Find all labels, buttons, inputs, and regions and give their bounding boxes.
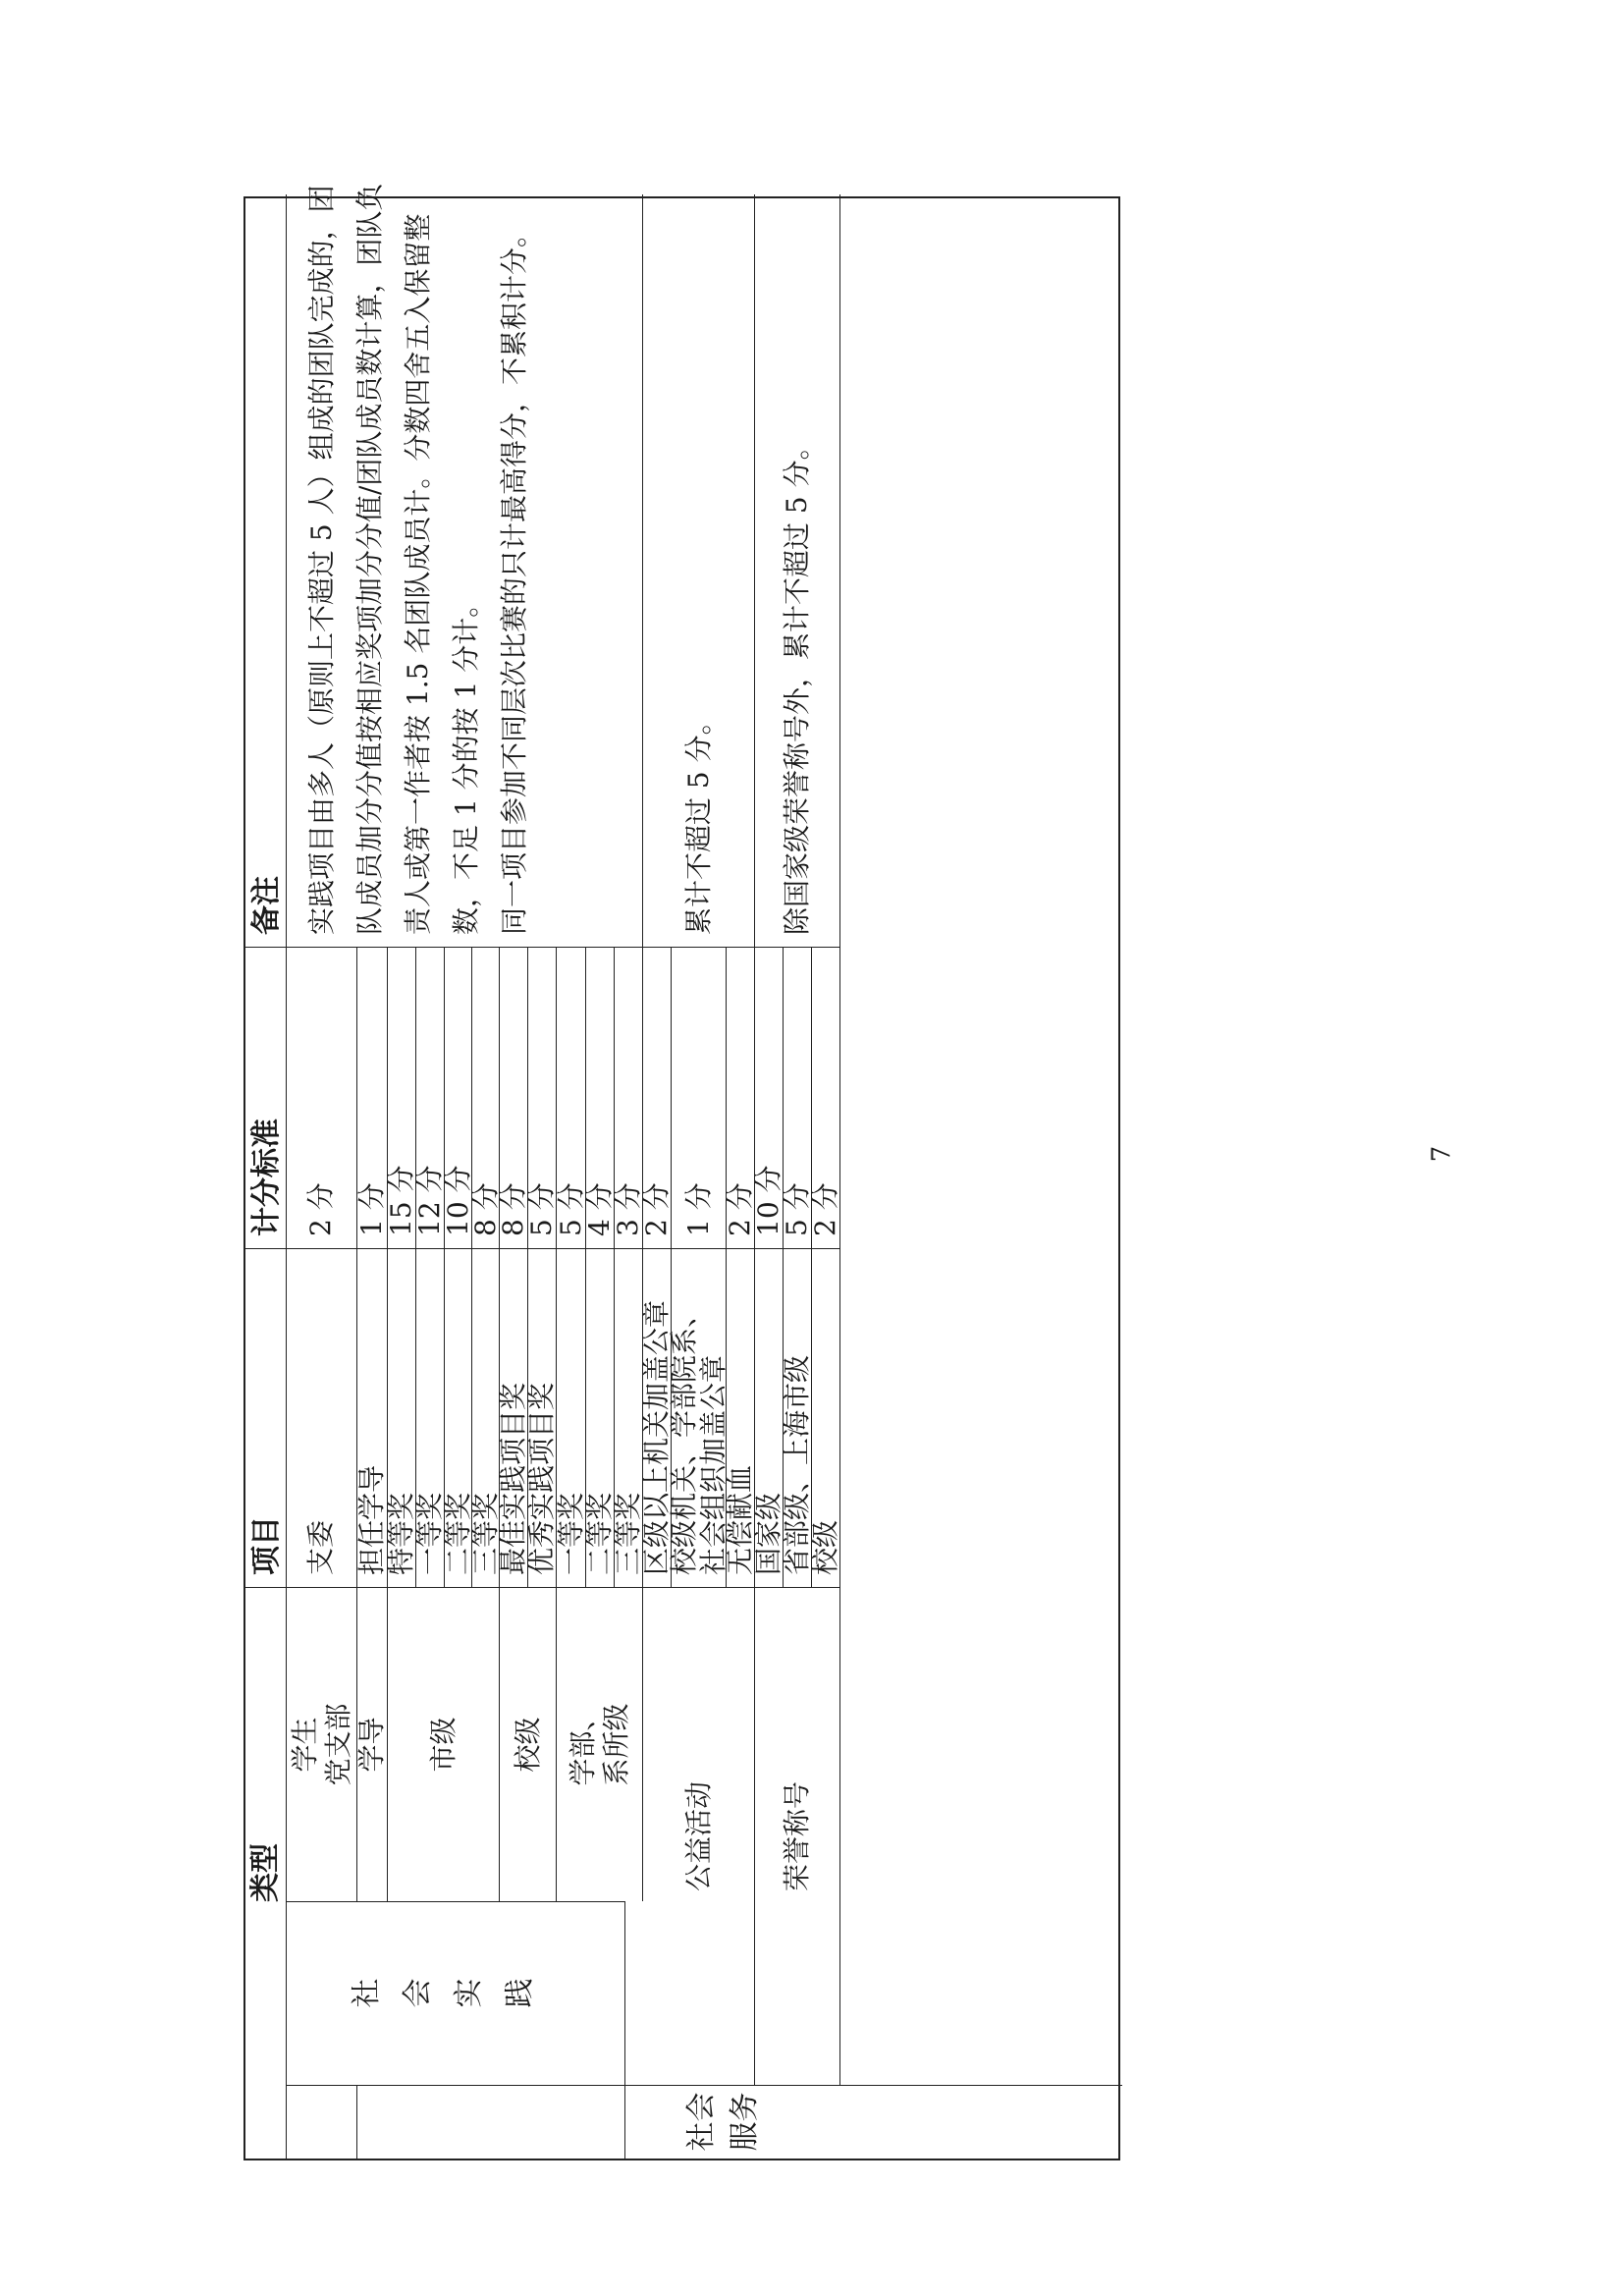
item-honor-province: 省部级、上海市级 (781, 1354, 813, 1575)
score-city-special: 15 分 (385, 1165, 417, 1236)
header-score: 计分标准 (249, 1119, 284, 1236)
type-mentor: 学导 (357, 1587, 388, 1901)
type-welfare: 公益活动 (643, 1587, 755, 2085)
type-dept-level: 学部、 系所级 (557, 1587, 643, 1901)
score-welfare-blood: 2 分 (724, 1182, 756, 1236)
type-honor: 荣誉称号 (755, 1587, 839, 2085)
social-service-cell (625, 2085, 1122, 2159)
scoring-table (243, 183, 1120, 2160)
social-service-label: 社会 服务 (684, 2092, 762, 2152)
type-school-level: 校级 (500, 1587, 557, 1901)
item-honor-national: 国家级 (752, 1492, 784, 1575)
social-practice-cell (287, 1901, 625, 2085)
score-welfare-district: 2 分 (640, 1182, 673, 1236)
score-city-second: 10 分 (442, 1165, 474, 1236)
item-city-first: 一等奖 (413, 1492, 446, 1575)
score-mentor: 1 分 (355, 1182, 388, 1236)
page-number: 7 (1427, 1145, 1457, 1163)
header-item: 项目 (249, 1516, 284, 1575)
item-branch-committee: 支委 (304, 1519, 337, 1575)
score-school-excellent: 5 分 (525, 1182, 558, 1236)
header-remark: 备注 (249, 876, 284, 935)
score-welfare-school: 1 分 (682, 1182, 715, 1236)
score-dept-second: 4 分 (583, 1182, 616, 1236)
practice-note-line-4: 数，不足 1 分的按 1 分计。 (450, 589, 482, 935)
item-welfare-blood: 无偿献血 (724, 1464, 756, 1575)
honor-remark: 除国家级荣誉称号外，累计不超过 5 分。 (781, 432, 813, 935)
type-city-level: 市级 (388, 1587, 500, 1901)
table-empty-area (839, 194, 1122, 2085)
item-mentor: 担任学导 (355, 1464, 388, 1575)
score-city-third: 8 分 (469, 1182, 502, 1236)
score-dept-first: 5 分 (555, 1182, 587, 1236)
blank-top-cell (287, 2085, 357, 2159)
score-honor-province: 5 分 (781, 1182, 813, 1236)
item-welfare-school: 校级机关、学部院系、 社会组织加盖公章 (668, 1299, 730, 1575)
practice-note-line-2: 队成员加分分值按相应奖项加分分值/团队成员数计算，团队负 (353, 183, 386, 935)
score-city-first: 12 分 (413, 1165, 446, 1236)
type-party-branch: 学生 党支部 (287, 1587, 357, 1901)
score-branch: 2 分 (304, 1182, 337, 1236)
score-school-best: 8 分 (497, 1182, 529, 1236)
item-dept-first: 一等奖 (555, 1492, 587, 1575)
score-dept-third: 3 分 (612, 1182, 644, 1236)
item-dept-second: 二等奖 (583, 1492, 616, 1575)
rotated-table-sheet (243, 183, 1120, 2160)
social-practice-label: 社 会 实 践 (350, 1978, 537, 2008)
item-city-third: 三等奖 (469, 1492, 502, 1575)
item-school-excellent: 优秀实践项目奖 (525, 1382, 558, 1575)
score-honor-national: 10 分 (752, 1165, 784, 1236)
score-honor-school: 2 分 (809, 1182, 841, 1236)
item-city-special: 特等奖 (385, 1492, 417, 1575)
item-welfare-district: 区级以上机关加盖公章 (640, 1299, 673, 1575)
practice-remark-cell (287, 183, 643, 947)
item-honor-school: 校级 (809, 1519, 841, 1575)
item-school-best: 最佳实践项目奖 (497, 1382, 529, 1575)
item-dept-third: 三等奖 (612, 1492, 644, 1575)
item-city-second: 二等奖 (442, 1492, 474, 1575)
practice-note-line-3: 责人或第一作者按 1.5 名团队成员计。分数四舍五入保留整 (402, 213, 434, 935)
blank-mid-cell (357, 2085, 625, 2159)
practice-note-line-5: 同一项目参加不同层次比赛的只计最高得分，不累积计分。 (498, 219, 530, 935)
welfare-remark: 累计不超过 5 分。 (682, 707, 715, 935)
practice-note-line-1: 实践项目由多人（原则上不超过 5 人）组成的团队完成的，团 (305, 185, 338, 935)
header-type: 类型 (248, 1843, 283, 1902)
